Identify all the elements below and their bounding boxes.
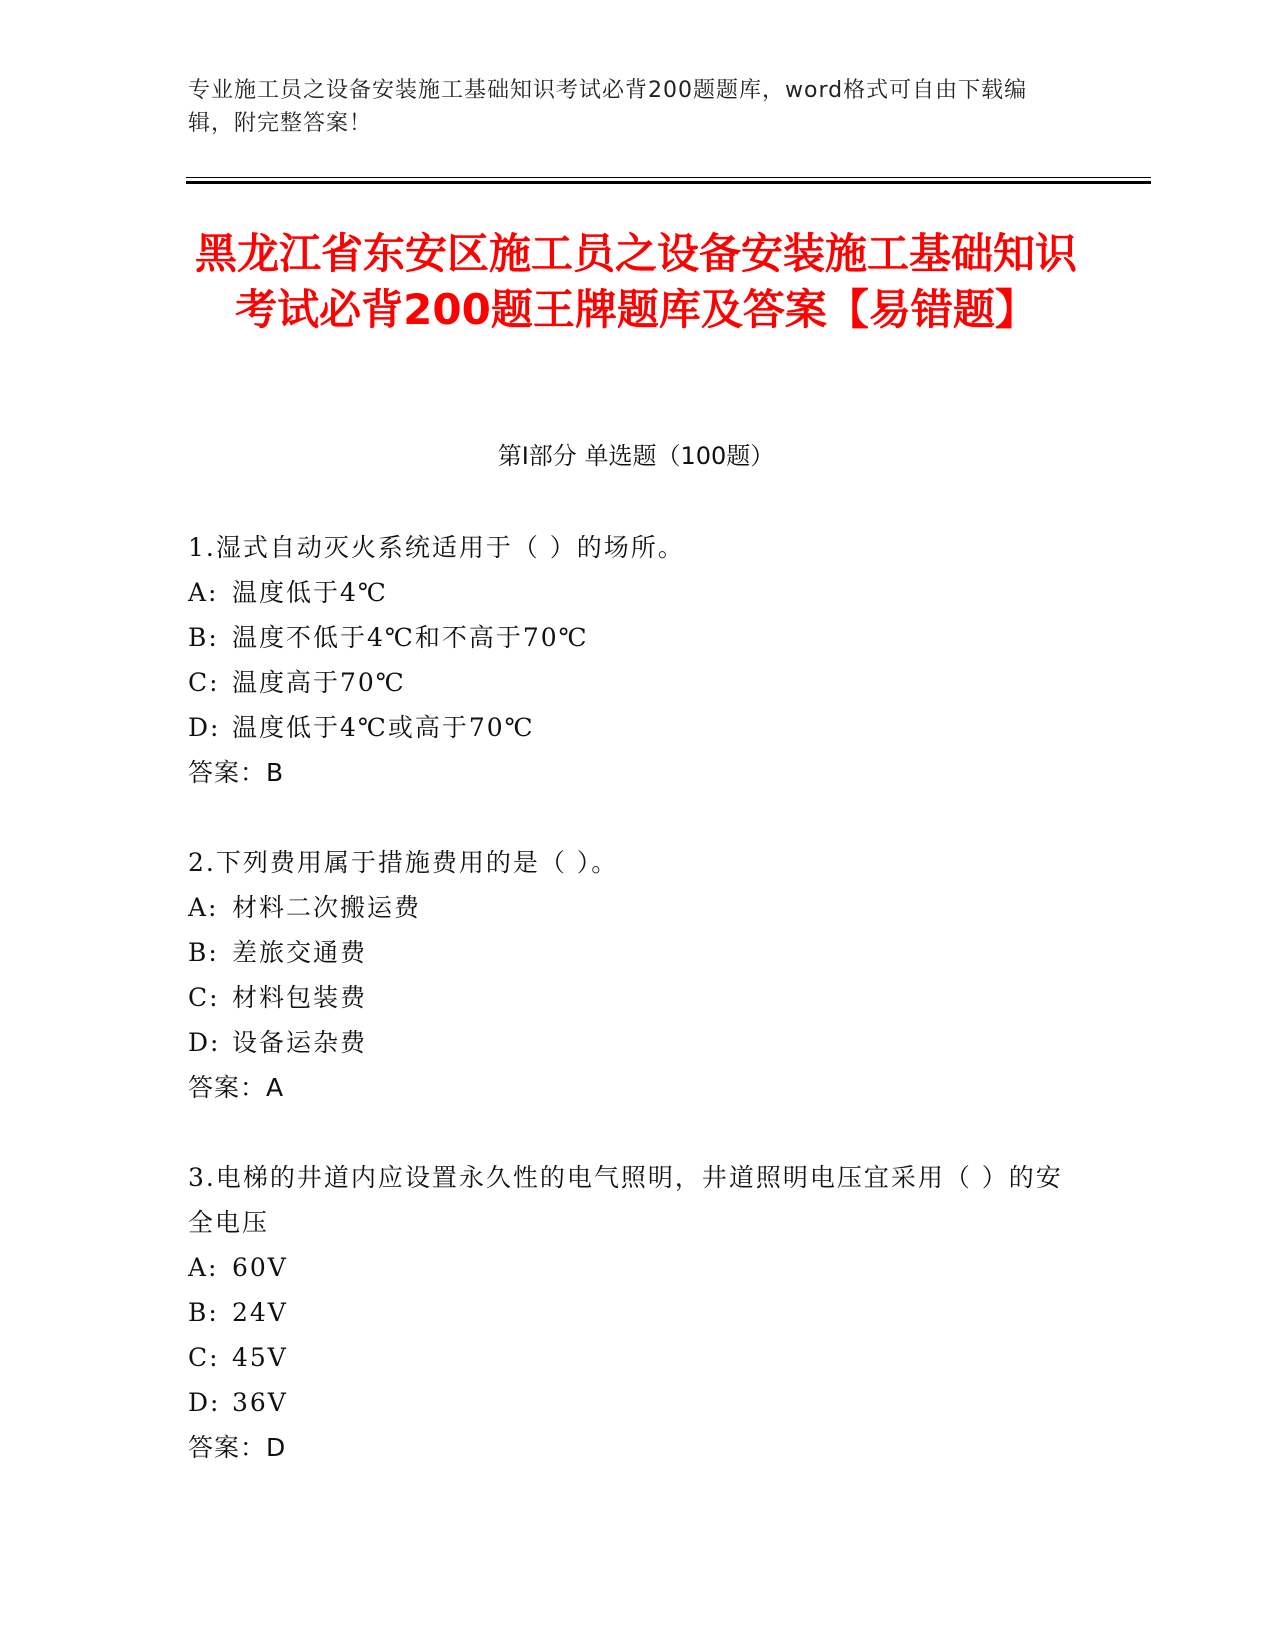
option-a — [188, 1245, 1068, 1290]
option-b — [188, 930, 1068, 975]
option-text: 材料包装费 — [232, 983, 368, 1012]
answer-line: 答案：D — [188, 1433, 287, 1462]
option-key: A: — [188, 578, 219, 607]
option-text: 45V — [232, 1343, 288, 1372]
question-item — [188, 525, 1068, 795]
option-key: A: — [188, 1253, 219, 1282]
option-key: B: — [188, 938, 219, 967]
option-key: B: — [188, 1298, 219, 1327]
option-text: 温度低于4℃或高于70℃ — [232, 713, 535, 742]
header-note: 专业施工员之设备安装施工基础知识考试必背200题题库，word格式可自由下载编辑，附完整答案！ — [188, 78, 1028, 136]
question-stem: 2.下列费用属于措施费用的是（ ）。 — [188, 848, 619, 877]
option-b — [188, 1290, 1068, 1335]
option-a — [188, 885, 1068, 930]
option-text: 24V — [232, 1298, 288, 1327]
option-key: D: — [188, 713, 221, 742]
option-key: D: — [188, 1388, 221, 1417]
option-c — [188, 1335, 1068, 1380]
option-text: 温度高于70℃ — [232, 668, 406, 697]
option-key: C: — [188, 668, 220, 697]
header-divider-thin — [186, 177, 1151, 178]
option-a — [188, 570, 1068, 615]
question-item — [188, 1155, 1068, 1470]
option-key: A: — [188, 893, 219, 922]
option-text: 温度不低于4℃和不高于70℃ — [232, 623, 589, 652]
option-key: D: — [188, 1028, 221, 1057]
option-key: C: — [188, 1343, 220, 1372]
answer-line: 答案：B — [188, 758, 285, 787]
option-text: 差旅交通费 — [232, 938, 368, 967]
option-key: B: — [188, 623, 219, 652]
section-heading: 第I部分 单选题（100题） — [497, 442, 775, 470]
option-d — [188, 1020, 1068, 1065]
question-stem: 3.电梯的井道内应设置永久性的电气照明，井道照明电压宜采用（ ）的安全电压 — [188, 1163, 1063, 1237]
option-text: 温度低于4℃ — [232, 578, 388, 607]
answer-line: 答案：A — [188, 1073, 285, 1102]
option-d — [188, 705, 1068, 750]
question-list — [188, 525, 1068, 1515]
option-text: 材料二次搬运费 — [232, 893, 422, 922]
option-c — [188, 660, 1068, 705]
option-key: C: — [188, 983, 220, 1012]
option-b — [188, 615, 1068, 660]
option-c — [188, 975, 1068, 1020]
option-text: 设备运杂费 — [232, 1028, 368, 1057]
header-divider-thick — [186, 181, 1151, 184]
option-text: 36V — [232, 1388, 288, 1417]
option-text: 60V — [232, 1253, 288, 1282]
option-d — [188, 1380, 1068, 1425]
question-stem: 1.湿式自动灭火系统适用于（ ）的场所。 — [188, 533, 685, 562]
question-item — [188, 840, 1068, 1110]
document-title: 黑龙江省东安区施工员之设备安装施工基础知识考试必背200题王牌题库及答案【易错题】 — [194, 229, 1077, 334]
